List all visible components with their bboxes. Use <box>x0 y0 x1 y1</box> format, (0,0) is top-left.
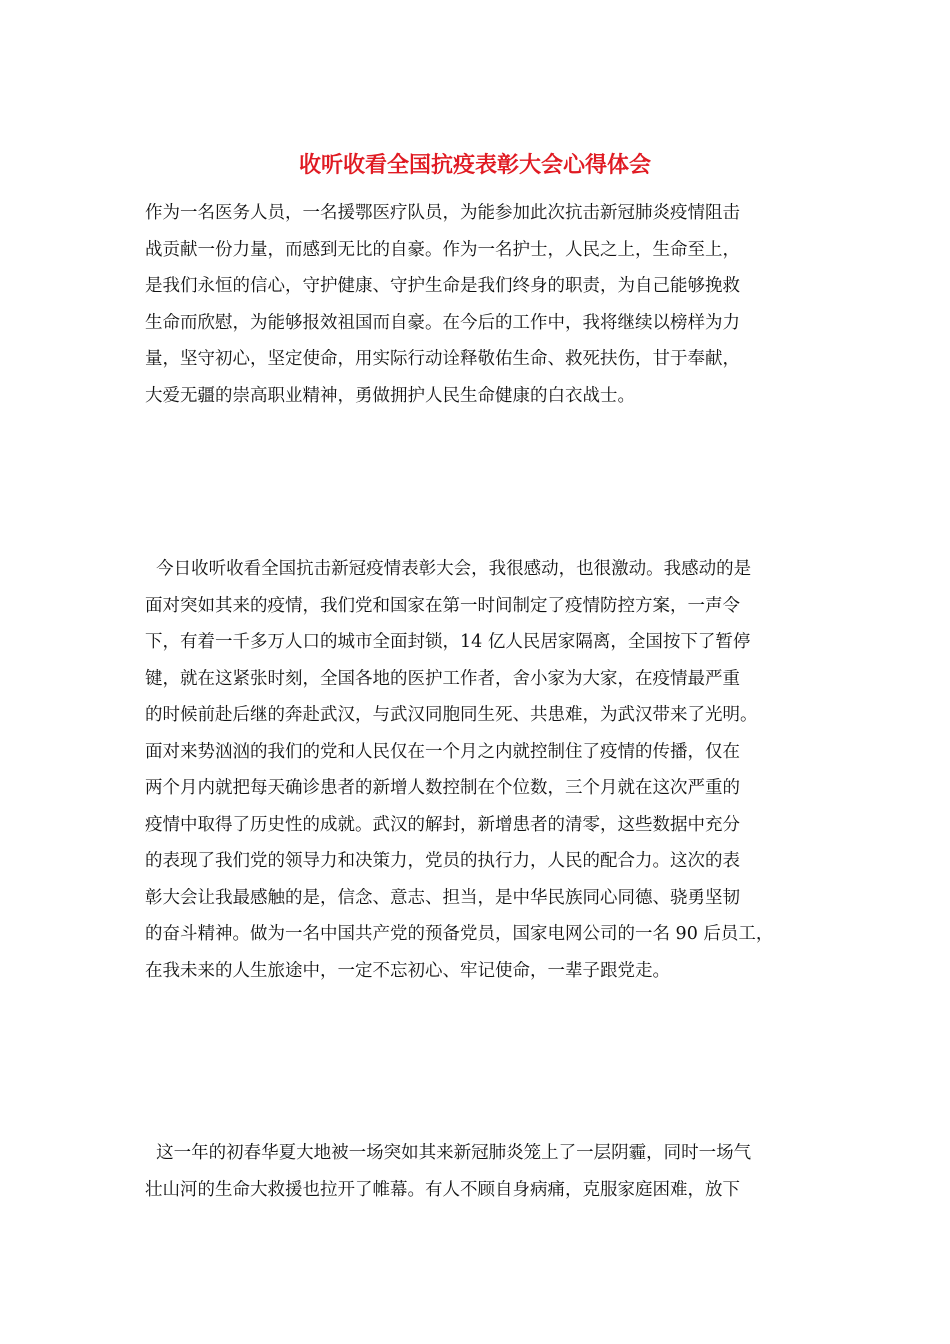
paragraph-line: 在我未来的人生旅途中，一定不忘初心、牢记使命，一辈子跟党走。 <box>145 960 670 981</box>
paragraph-line: 两个月内就把每天确诊患者的新增人数控制在个位数，三个月就在这次严重的 <box>145 778 740 798</box>
paragraph-line: 的奋斗精神。做为一名中国共产党的预备党员，国家电网公司的一名 90 后员工， <box>145 924 774 944</box>
paragraph-line: 面对突如其来的疫情，我们党和国家在第一时间制定了疫情防控方案，一声令 <box>145 595 740 616</box>
paragraph-3 <box>145 1135 825 1208</box>
paragraph-line: 作为一名医务人员，一名援鄂医疗队员，为能参加此次抗击新冠肺炎疫情阻击 <box>145 203 740 223</box>
paragraph-line: 的时候前赴后继的奔赴武汉，与武汉同胞同生死、共患难，为武汉带来了光明。 <box>145 705 758 725</box>
paragraph-line: 下，有着一千多万人口的城市全面封锁，14 亿人民居家隔离，全国按下了暂停 <box>145 632 751 652</box>
paragraph-line: 大爱无疆的崇高职业精神，勇做拥护人民生命健康的白衣战士。 <box>145 385 635 406</box>
paragraph-line: 战贡献一份力量，而感到无比的自豪。作为一名护士，人民之上，生命至上， <box>145 239 740 260</box>
paragraph-line: 壮山河的生命大救援也拉开了帷幕。有人不顾自身病痛，克服家庭困难，放下 <box>145 1179 740 1200</box>
paragraph-2 <box>145 551 825 989</box>
paragraph-line: 这一年的初春华夏大地被一场突如其来新冠肺炎笼上了一层阴霾，同时一场气 <box>145 1143 752 1163</box>
paragraph-line: 今日收听收看全国抗击新冠疫情表彰大会，我很感动，也很激动。我感动的是 <box>145 559 752 579</box>
paragraph-1 <box>145 195 825 414</box>
paragraph-line: 是我们永恒的信心，守护健康、守护生命是我们终身的职责，为自己能够挽救 <box>145 276 740 296</box>
document-title: 收听收看全国抗疫表彰大会心得体会 <box>298 152 651 178</box>
paragraph-line: 的表现了我们党的领导力和决策力，党员的执行力，人民的配合力。这次的表 <box>145 851 740 871</box>
paragraph-line: 面对来势汹汹的我们的党和人民仅在一个月之内就控制住了疫情的传播，仅在 <box>145 741 740 762</box>
paragraph-line: 量，坚守初心，坚定使命，用实际行动诠释敬佑生命、救死扶伤，甘于奉献， <box>145 349 740 369</box>
paragraph-line: 彰大会让我最感触的是，信念、意志、担当，是中华民族同心同德、骁勇坚韧 <box>145 887 740 908</box>
paragraph-line: 疫情中取得了历史性的成就。武汉的解封，新增患者的清零，这些数据中充分 <box>145 814 740 835</box>
paragraph-line: 键，就在这紧张时刻，全国各地的医护工作者，舍小家为大家，在疫情最严重 <box>145 668 740 689</box>
paragraph-line: 生命而欣慰，为能够报效祖国而自豪。在今后的工作中，我将继续以榜样为力 <box>145 312 740 333</box>
